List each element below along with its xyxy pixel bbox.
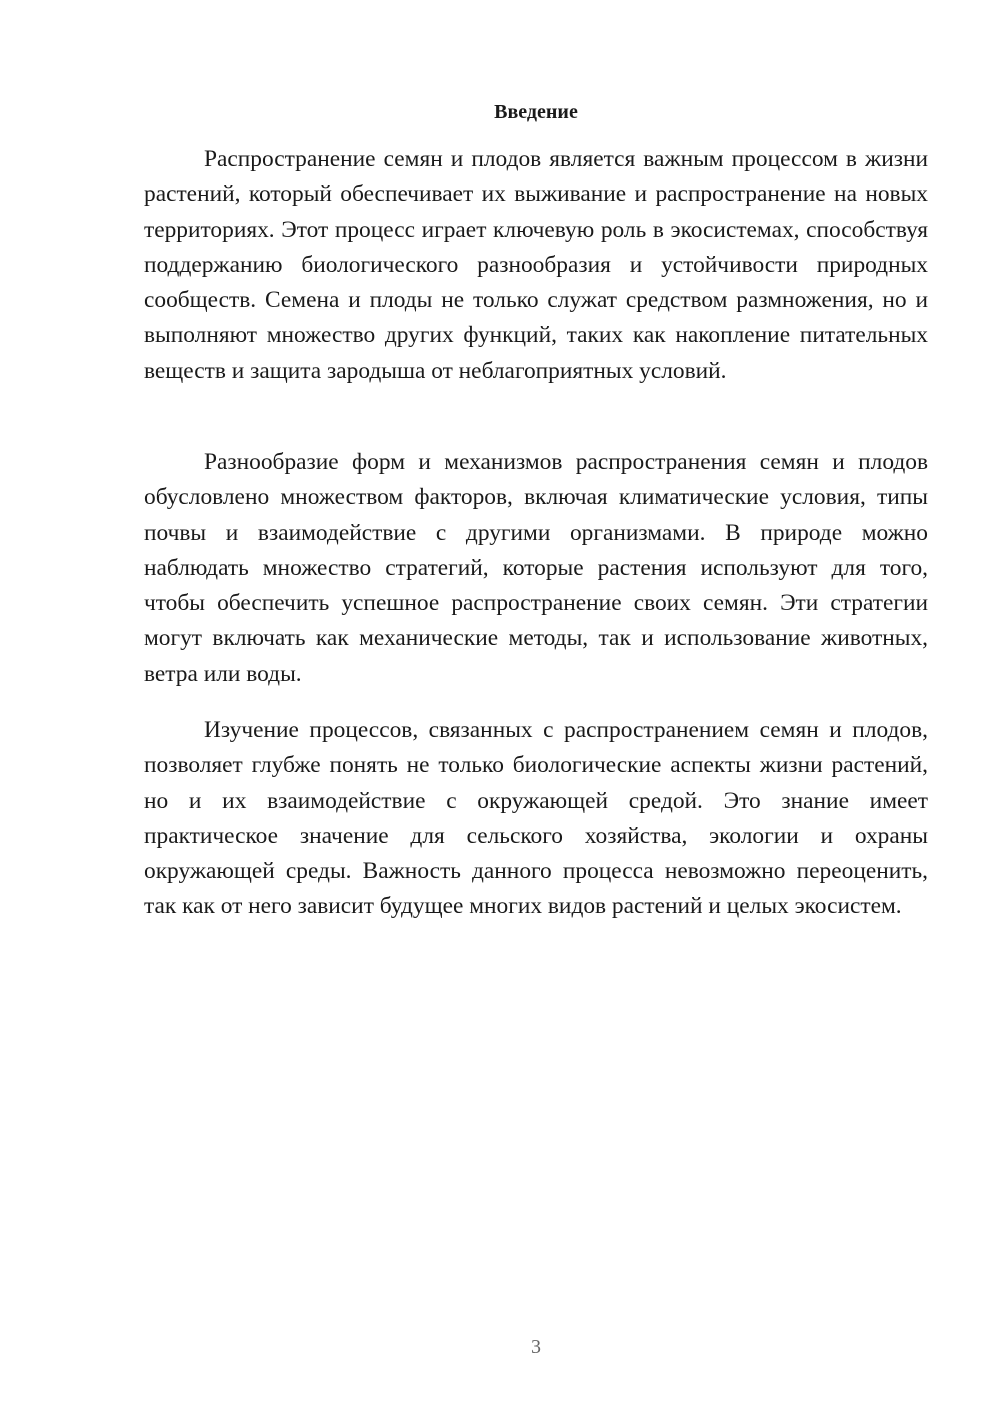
page-number: 3 — [531, 1336, 541, 1358]
body-paragraph: Изучение процессов, связанных с распространением семян и плодов, позволяет глубже понять не только биологические аспекты жизни растений, но и их взаимодействие с окружающей средой. Это знание имеет практическое значение для сельского хозяйства, экологии и охраны окружающей среды. Важность данного процесса невозможно переоценить, так как от него зависит будущее многих видов растений и целых экосистем. — [144, 717, 928, 920]
section-title: Введение — [494, 101, 578, 123]
body-paragraph: Разнообразие форм и механизмов распространения семян и плодов обусловлено множеством факторов, включая климатические условия, типы почвы и взаимодействие с другими организмами. В природе можно наблюдать множество стратегий, которые растения используют для того, чтобы обеспечить успешное распространение своих семян. Эти стратегии могут включать как механические методы, так и использование животных, ветра или воды. — [144, 449, 928, 687]
body-paragraph: Распространение семян и плодов является важным процессом в жизни растений, который обеспечивает их выживание и распространение на новых территориях. Этот процесс играет ключевую роль в экосистемах, способствуя поддержанию биологического разнообразия и устойчивости природных сообществ. Семена и плоды не только служат средством размножения, но и выполняют множество других функций, таких как накопление питательных веществ и защита зародыша от неблагоприятных условий. — [144, 146, 928, 384]
